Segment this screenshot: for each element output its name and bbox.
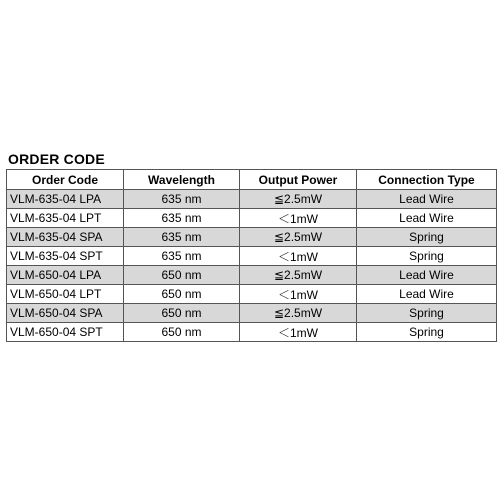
table-row	[7, 285, 497, 304]
cell-wavelength: 650 nm	[124, 285, 240, 304]
order-code-table	[6, 169, 497, 342]
cell-connection-type: Spring	[357, 323, 497, 342]
cell-wavelength: 635 nm	[124, 190, 240, 209]
table-header-row	[7, 170, 497, 190]
cell-connection-type: Spring	[357, 228, 497, 247]
cell-output-power: ＜1mW	[240, 209, 357, 228]
cell-connection-type: Lead Wire	[357, 190, 497, 209]
cell-output-power: ＜1mW	[240, 323, 357, 342]
header-output-power: Output Power	[240, 170, 357, 190]
table-row	[7, 228, 497, 247]
cell-wavelength: 650 nm	[124, 323, 240, 342]
cell-wavelength: 635 nm	[124, 247, 240, 266]
cell-connection-type: Lead Wire	[357, 266, 497, 285]
table-row	[7, 209, 497, 228]
header-wavelength: Wavelength	[124, 170, 240, 190]
table-row	[7, 304, 497, 323]
cell-output-power: ＜1mW	[240, 247, 357, 266]
cell-order-code: VLM-635-04 LPT	[7, 209, 124, 228]
cell-order-code: VLM-635-04 SPA	[7, 228, 124, 247]
cell-wavelength: 650 nm	[124, 266, 240, 285]
cell-wavelength: 635 nm	[124, 209, 240, 228]
cell-connection-type: Lead Wire	[357, 209, 497, 228]
cell-connection-type: Spring	[357, 247, 497, 266]
cell-output-power: ≦2.5mW	[240, 304, 357, 323]
table-row	[7, 323, 497, 342]
header-order-code: Order Code	[7, 170, 124, 190]
cell-order-code: VLM-650-04 SPA	[7, 304, 124, 323]
header-connection-type: Connection Type	[357, 170, 497, 190]
table-body	[7, 190, 497, 342]
section-title: ORDER CODE	[8, 151, 105, 167]
table-row	[7, 190, 497, 209]
cell-connection-type: Lead Wire	[357, 285, 497, 304]
cell-order-code: VLM-635-04 LPA	[7, 190, 124, 209]
cell-output-power: ≦2.5mW	[240, 190, 357, 209]
cell-connection-type: Spring	[357, 304, 497, 323]
cell-output-power: ＜1mW	[240, 285, 357, 304]
cell-order-code: VLM-650-04 LPT	[7, 285, 124, 304]
table-row	[7, 247, 497, 266]
cell-output-power: ≦2.5mW	[240, 228, 357, 247]
cell-order-code: VLM-635-04 SPT	[7, 247, 124, 266]
cell-output-power: ≦2.5mW	[240, 266, 357, 285]
cell-order-code: VLM-650-04 LPA	[7, 266, 124, 285]
cell-wavelength: 650 nm	[124, 304, 240, 323]
cell-order-code: VLM-650-04 SPT	[7, 323, 124, 342]
table-row	[7, 266, 497, 285]
cell-wavelength: 635 nm	[124, 228, 240, 247]
